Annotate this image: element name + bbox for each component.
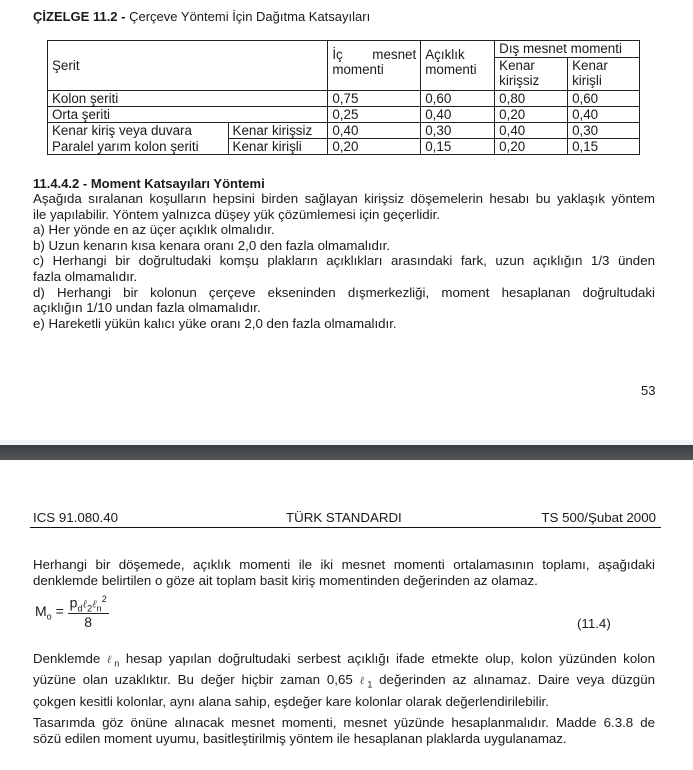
header-rule bbox=[30, 527, 661, 528]
table-row: Orta şeriti 0,25 0,40 0,20 0,40 bbox=[48, 107, 640, 123]
page-number: 53 bbox=[641, 383, 656, 398]
page-separator bbox=[0, 445, 693, 460]
table-caption-label: ÇİZELGE 11.2 - bbox=[33, 9, 126, 24]
paragraph: Denklemde ℓ$_n$ hesap yapılan doğrultudaki serbest açıklığı ifade etmekte olup, kolon yüzünden kolon yüzüne olan uzaklıktır. Bu değer hiçbir zaman 0,65 ℓ$_1$ değerinden az alınamaz. Daire veya düzgün çokgen kesitli kolonlar, aynı alana sahip, eşdeğer kare kolonlar olarak değerlendirilebilir. bbox=[33, 651, 655, 709]
list-item: c) Herhangi bir doğrultudaki komşu plakların açıklıkları arasındaki fark, uzun açıklığın 1/3 ünden bbox=[33, 253, 655, 269]
intro-line: Aşağıda sıralanan koşulların hepsini birden sağlayan kirişsiz döşemelerin hesabı bu yaklaşık yöntem bbox=[33, 191, 655, 206]
section-body bbox=[33, 191, 655, 331]
section-title: 11.4.4.2 - Moment Katsayıları Yöntemi bbox=[33, 176, 265, 191]
list-item: a) Her yönde en az üçer açıklık olmalıdır. bbox=[33, 222, 275, 238]
header-dis-mesnet: Dış mesnet momenti bbox=[495, 41, 640, 58]
equation-number: (11.4) bbox=[577, 616, 611, 631]
header-kenar-kirisli: Kenar kirişli bbox=[568, 58, 640, 91]
table-row: Kenar kiriş veya duvara Kenar kirişsiz 0,40 0,30 0,40 0,30 bbox=[48, 123, 640, 139]
list-item: b) Uzun kenarın kısa kenara oranı 2,0 den fazla olmamalıdır. bbox=[33, 237, 390, 253]
paragraph: Tasarımda göz önüne alınacak mesnet momenti, mesnet yüzünde hesaplanmalıdır. Madde 6.3.8 de sözü edilen moment uyumu, basitleştirilmiş yöntem ile hesaplanan plaklarda uygulanamaz. bbox=[33, 715, 655, 746]
list-item-cont: açıklığın 1/10 undan fazla olmamalıdır. bbox=[33, 300, 261, 316]
list-item-cont: fazla olmamalıdır. bbox=[33, 268, 138, 284]
table-row: Paralel yarım kolon şeriti Kenar kirişli 0,20 0,15 0,20 0,15 bbox=[48, 139, 640, 155]
table-caption-title: Çerçeve Yöntemi İçin Dağıtma Katsayıları bbox=[129, 9, 371, 24]
table-row: Kolon şeriti 0,75 0,60 0,80 0,60 bbox=[48, 91, 640, 107]
distribution-coefficients-table bbox=[47, 40, 640, 155]
list-item: e) Hareketli yükün kalıcı yüke oranı 2,0 den fazla olmamalıdır. bbox=[33, 315, 397, 331]
header-ics: ICS 91.080.40 bbox=[33, 510, 119, 525]
header-kenar-kirissiz: Kenar kirişsiz bbox=[495, 58, 568, 91]
intro-line: ile yapılabilir. Yöntem yalnızca düşey yük çözümlemesi için geçerlidir. bbox=[33, 206, 440, 222]
header-serit: Şerit bbox=[48, 41, 328, 91]
header-ts: TS 500/Şubat 2000 bbox=[541, 510, 656, 525]
paragraph: Herhangi bir döşemede, açıklık momenti ile iki mesnet momenti ortalamasının toplamı, aşağıdaki denklemde belirtilen o göze ait toplam basit kiriş momentinden değerinden az olamaz. bbox=[33, 557, 655, 588]
table-caption bbox=[33, 9, 370, 24]
list-item: d) Herhangi bir kolonun çerçeve ekseninden dışmerkezliği, moment hesaplanan doğrultudaki bbox=[33, 284, 655, 300]
header-aciklik: Açıklık momenti bbox=[421, 41, 495, 91]
header-standard: TÜRK STANDARDI bbox=[286, 510, 402, 525]
formula-11-4: $M_o$ = $\frac{p_d\ell_2\ell_n^2}{8}$ bbox=[35, 594, 107, 631]
header-ic-mesnet: İç mesnet momenti bbox=[328, 41, 421, 91]
